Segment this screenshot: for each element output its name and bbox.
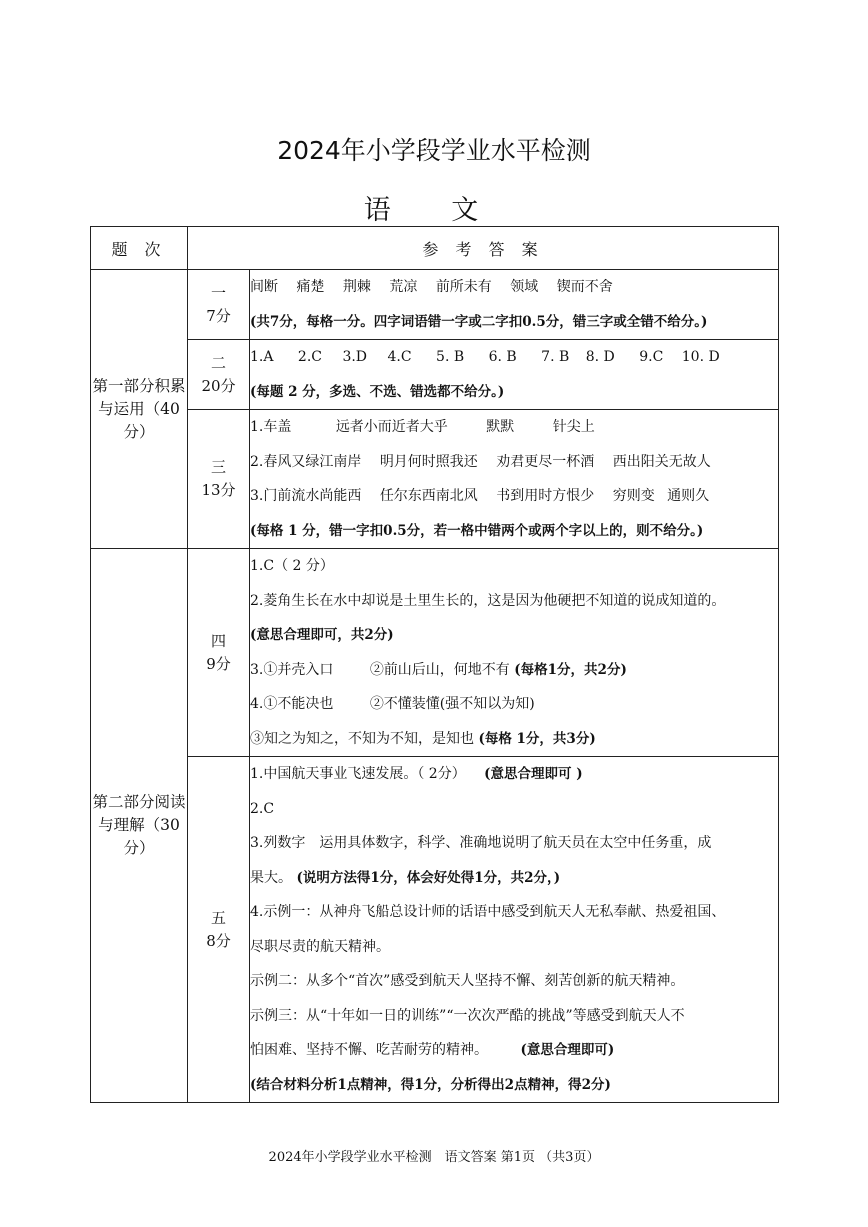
table-header-row [91, 227, 779, 270]
answer-item: 8. D [585, 349, 615, 365]
q5-answers [250, 757, 779, 1103]
q3-line3 [250, 479, 778, 514]
q4-line6 [250, 722, 778, 757]
q3-line2 [250, 445, 778, 480]
part1-label: 第一部分积累与运用（40分） [91, 270, 188, 549]
q4-number [188, 549, 250, 757]
header-question: 题 次 [91, 227, 188, 270]
page-title: 2024年小学段学业水平检测 [277, 136, 591, 165]
score-note: (说明方法得1分，体会好处得1分，共2分，) [296, 869, 561, 886]
page-footer: 2024年小学段学业水平检测 语文答案 第1页 （共3页） [268, 1150, 600, 1165]
answer-item: 5. B [436, 349, 465, 365]
q3-answers [250, 410, 779, 549]
q3-number [188, 410, 250, 549]
q5-number [188, 757, 250, 1103]
q2-line [250, 340, 778, 375]
q4-num: 四 [210, 631, 226, 650]
q3-score: 13分 [201, 481, 236, 499]
answer-item: 远者小而近者大乎 [335, 419, 448, 435]
answer-item: 书到用时方恨少 [496, 488, 595, 504]
answer-item: 7. B [541, 349, 570, 365]
q1-line [250, 270, 778, 305]
header-answer: 参 考 答 案 [188, 227, 779, 270]
q1-answers [250, 270, 779, 340]
answer-item: 果大。 [250, 869, 292, 886]
q4-line5 [250, 687, 778, 722]
answer-item: 3.①并壳入口 [250, 661, 334, 678]
q5-line7: 示例二：从多个“首次”感受到航天人坚持不懈、刻苦创新的航天精神。 [250, 973, 685, 989]
answer-item: 前所未有 [435, 279, 492, 295]
q4-score: 9分 [206, 654, 231, 673]
answer-item: 怕困难、坚持不懈、吃苦耐劳的精神。 [250, 1042, 488, 1058]
q2-note: (每题 2 分，多选、不选、错选都不给分。) [250, 383, 505, 400]
answer-item: 针尖上 [552, 419, 595, 435]
q5-line6: 尽职尽责的航天精神。 [250, 938, 390, 955]
answer-item: 1.中国航天事业飞速发展。（ 2分） [250, 766, 466, 782]
answer-item: 明月何时照我还 [379, 453, 478, 470]
q5-line8: 示例三：从“十年如一日的训练”“一次次严酷的挑战”等感受到航天人不 [250, 1007, 685, 1024]
q4-line3: (意思合理即可，共2分) [250, 627, 394, 643]
answer-item: 6. B [488, 349, 517, 365]
answer-item: 3.D [342, 349, 368, 365]
q5-line5: 4.示例一：从神舟飞船总设计师的话语中感受到航天人无私奉献、热爱祖国、 [250, 904, 726, 920]
q4-line2: 2.菱角生长在水中却说是土里生长的，这是因为他硬把不知道的说成知道的。 [250, 592, 726, 609]
answer-item: 2.春风又绿江南岸 [250, 453, 362, 470]
answer-item: 1.车盖 [250, 419, 292, 435]
q5-num: 五 [210, 908, 226, 927]
q1-note: (共7分，每格一分。四字词语错一字或二字扣0.5分，错三字或全错不给分。) [250, 313, 708, 330]
q4-line1: 1.C（ 2 分） [250, 558, 334, 574]
table-row [91, 757, 779, 1103]
answer-item: 荒凉 [389, 279, 418, 295]
answer-item: 4.①不能决也 [250, 696, 334, 712]
answer-item: 劝君更尽一杯酒 [496, 453, 595, 470]
q5-score: 8分 [206, 931, 231, 950]
q5-line9 [250, 1033, 778, 1068]
answer-item: 锲而不舍 [556, 279, 613, 295]
q1-num: 一 [210, 283, 226, 302]
answer-item: 西出阳关无故人 [612, 453, 711, 470]
score-note: (每格 1分，共3分) [478, 730, 596, 747]
answer-item: 痛楚 [296, 279, 325, 295]
q1-number [188, 270, 250, 340]
q1-score: 7分 [206, 306, 231, 325]
score-note: (意思合理即可 ) [484, 766, 583, 782]
answer-item: 1.A [250, 349, 274, 365]
answer-item: ③知之为知之，不知为不知，是知也 [250, 730, 474, 747]
answer-item: 荆棘 [342, 279, 371, 295]
score-note: (每格1分，共2分) [514, 661, 627, 678]
q4-answers [250, 549, 779, 757]
part2-label: 第二部分阅读与理解（30分） [91, 549, 188, 1103]
q2-answers [250, 340, 779, 410]
score-note: (意思合理即可) [520, 1042, 615, 1058]
answer-item: ②不懂装懂(强不知以为知) [369, 696, 535, 712]
answer-item: 间断 [250, 279, 278, 295]
answer-item: 3.门前流水尚能西 [250, 488, 362, 504]
q5-line4 [250, 861, 778, 896]
answer-item: ②前山后山，何地不有 [369, 661, 510, 678]
answer-item: 10. D [681, 349, 720, 365]
answer-item: 2.C [297, 349, 322, 365]
q5-line3: 3.列数字 运用具体数字，科学、准确地说明了航天员在太空中任务重，成 [250, 835, 712, 851]
answer-item: 领域 [510, 279, 539, 295]
q3-note: (每格 1 分，错一字扣0.5分，若一格中错两个或两个字以上的，则不给分。) [250, 522, 704, 539]
answer-item: 默默 [486, 419, 515, 435]
answer-item: 任尔东西南北风 [379, 488, 478, 504]
q5-line2: 2.C [250, 800, 275, 817]
q5-line10: (结合材料分析1点精神，得1分，分析得出2点精神，得2分) [250, 1076, 611, 1093]
q2-num: 二 [210, 353, 226, 372]
subject-title: 语 文 [363, 195, 505, 226]
q3-line1 [250, 410, 778, 445]
answer-item: 穷则变 [612, 488, 655, 504]
answer-table [90, 226, 779, 1103]
answer-item: 9.C [639, 349, 664, 365]
table-row [91, 270, 779, 340]
q3-num: 三 [210, 458, 226, 476]
table-row [91, 549, 779, 757]
answer-item: 通则久 [667, 488, 710, 504]
answer-item: 4.C [387, 349, 412, 365]
table-row [91, 410, 779, 549]
table-row [91, 340, 779, 410]
q2-number [188, 340, 250, 410]
q5-line1 [250, 757, 778, 792]
q2-score: 20分 [201, 376, 236, 395]
q4-line4 [250, 653, 778, 688]
